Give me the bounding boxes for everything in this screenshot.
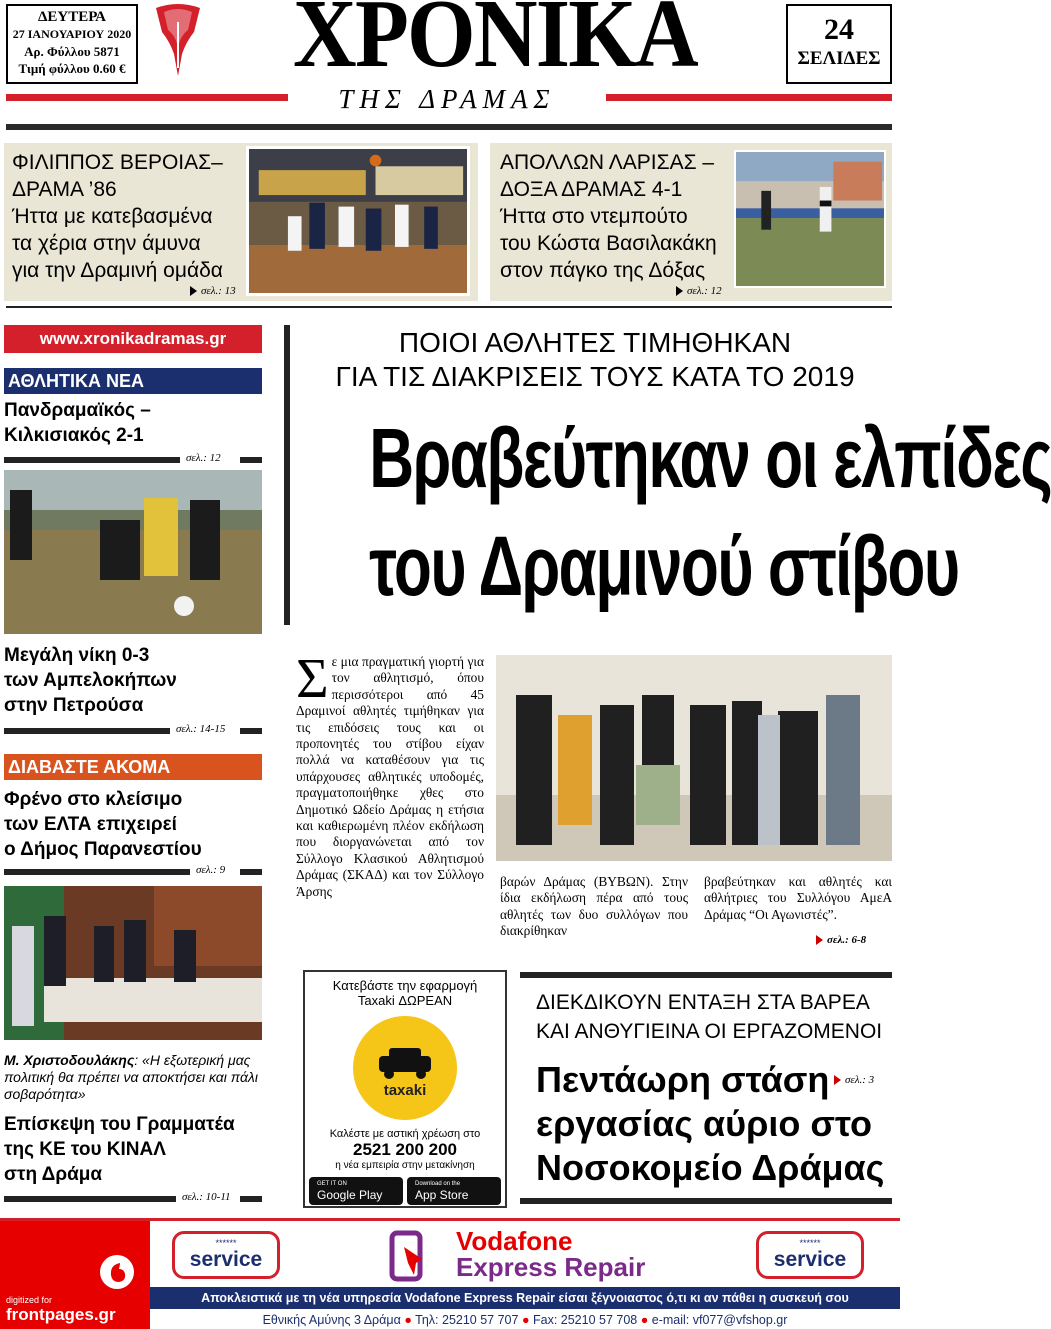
main-kicker: ΠΟΙΟΙ ΑΘΛΗΤΕΣ ΤΙΜΗΘΗΚΑΝ ΓΙΑ ΤΙΣ ΔΙΑΚΡΙΣΕΙΣ ΤΟΥΣ ΚΑΤΑ ΤΟ 2019 xyxy=(335,327,855,392)
app-store-button[interactable]: Download on the App Store xyxy=(407,1177,501,1205)
vodafone-brand-2: Express Repair xyxy=(456,1252,646,1282)
digitized-label: digitized for xyxy=(6,1295,53,1305)
taxi-logo-icon xyxy=(353,1016,457,1120)
sidebar-story-3[interactable]: Φρένο στο κλείσιμο των ΕΛΤΑ επιχειρεί ο Δήμος Παρανεστίου xyxy=(4,789,202,860)
sidebar-quote xyxy=(4,1052,262,1103)
athletes-award-photo xyxy=(496,655,892,861)
pen-logo-icon xyxy=(150,2,206,78)
quote-text: : «Η εξωτερική μας πολιτική θα πρέπει να αποκτήσει και πάλι σοβαρότητα» xyxy=(4,1052,258,1102)
store-badges xyxy=(305,1177,505,1205)
more-section-label: ΔΙΑΒΑΣΤΕ ΑΚΟΜΑ xyxy=(4,754,262,780)
arrow-icon xyxy=(190,286,197,296)
sidebar-rule-4b xyxy=(240,1196,262,1202)
hospital-bottom-rule xyxy=(520,1198,892,1204)
top-story-left-page: σελ.: 13 xyxy=(190,285,236,297)
taxaki-ad-line2: Taxaki ΔΩΡΕΑΝ xyxy=(357,993,453,1008)
issue-number: Αρ. Φύλλου 5871 xyxy=(24,44,120,59)
sidebar-rule-4 xyxy=(4,1196,176,1202)
phone-repair-icon xyxy=(384,1229,432,1283)
taxaki-ad-line1: Κατεβάστε την εφαρμογή xyxy=(332,978,478,993)
taxaki-logo-text: taxaki xyxy=(383,1082,427,1099)
sidebar-story-4[interactable]: Επίσκεψη του Γραμματέα της ΚΕ του ΚΙΝΑΛ στη Δράμα xyxy=(4,1114,235,1185)
newspaper-subtitle: ΤΗΣ ΔΡΑΜΑΣ xyxy=(338,84,556,114)
vodafone-slogan: Αποκλειστικά με τη νέα υπηρεσία Vodafone Express Repair είσαι ξέγνοιαστος ό,τι κι αν πάθει η συσκευή σου xyxy=(150,1287,900,1309)
sidebar-rule-1 xyxy=(4,457,180,463)
sidebar-story-3-page: σελ.: 9 xyxy=(196,864,226,876)
pandramaikos-match-photo xyxy=(4,470,262,634)
sidebar-rule-3 xyxy=(4,869,190,875)
sidebar-story-2[interactable]: Μεγάλη νίκη 0-3 των Αμπελοκήπων στην Πετρούσα xyxy=(4,645,177,716)
sidebar-rule-2b xyxy=(240,728,262,734)
dropcap: Σ xyxy=(296,648,329,710)
issue-info-box xyxy=(6,4,138,84)
top-story-right-page: σελ.: 12 xyxy=(676,285,722,297)
pages-number: 24 xyxy=(824,13,854,46)
taxaki-call: Καλέστε με αστική χρέωση στο xyxy=(329,1128,481,1140)
vodafone-logo-icon xyxy=(100,1255,134,1289)
pages-label: ΣΕΛΙΔΕΣ xyxy=(797,48,881,69)
service-badge-left: ****** service xyxy=(172,1231,280,1279)
sidebar-rule-1b xyxy=(240,457,262,463)
sidebar-story-1[interactable]: Πανδραμαϊκός – Κιλκισιακός 2-1 xyxy=(4,400,151,446)
service-badge-right: ****** service xyxy=(756,1231,864,1279)
arrow-icon xyxy=(816,935,823,945)
sidebar-rule-2 xyxy=(4,728,170,734)
sidebar-story-4-page: σελ.: 10-11 xyxy=(182,1191,231,1203)
main-col-2: βαρών Δράμας (ΒΥΒΩΝ). Στην ίδια εκδήλωση πέρα από τους αθλητές των δυο συλλόγων που διακρίθηκαν xyxy=(500,874,688,939)
taxaki-tagline: η νέα εμπειρία στην μετακίνηση xyxy=(335,1160,475,1171)
top-band-rule xyxy=(6,306,892,308)
main-headline[interactable]: Βραβεύτηκαν οι ελπίδες του Δραμινού στίβου xyxy=(369,411,1051,613)
issue-day: ΔΕΥΤΕΡΑ xyxy=(37,9,107,25)
vodafone-ad[interactable] xyxy=(0,1218,900,1329)
main-col-1-text: ε μια πραγματική γιορτή για τον αθλητισμό, όπου περισσότεροι από 45 Δραμινοί αθλητές τιμήθηκαν για τις επιδόσεις τους και οι προπονητές του στίβου είχαν πολλά να καταθέσουν για τις υπάρχουσες αθλητικές υποδομές, πραγματοποιήθηκε χθες στο Δημοτικό Ωδείο Δράμας η ετήσια και καθιερωμένη πλέον εκδήλωση που διοργανώνεται από τον Σύλλογο Κλασικού Αθλητισμού Δράμας (ΣΚΑΔ) και τον Σύλλογο Άρσης xyxy=(296,654,484,899)
issue-price: Τιμή φύλλου 0.60 € xyxy=(18,61,126,76)
frontpages-watermark[interactable]: frontpages.gr xyxy=(6,1305,116,1324)
basketball-photo xyxy=(246,146,470,296)
top-story-right-text: ΑΠΟΛΛΩΝ ΛΑΡΙΣΑΣ – ΔΟΞΑ ΔΡΑΜΑΣ 4-1 Ήττα στο ντεμπούτο του Κώστα Βασιλακάκη στον πάγκο της Δόξας xyxy=(500,151,717,282)
vodafone-contact: Εθνικής Αμύνης 3 Δράμα ● Τηλ: 25210 57 707 ● Fax: 25210 57 708 ● e-mail: vf077@vfshop.gr xyxy=(262,1313,788,1327)
main-col-3: βραβεύτηκαν και αθλητές και αθλήτριες του Συλλόγου ΑμεΑ Δράμας “Οι Αγωνιστές”. xyxy=(704,874,892,922)
taxaki-phone: 2521 200 200 xyxy=(353,1140,457,1159)
sports-section-label: ΑΘΛΗΤΙΚΑ ΝΕΑ xyxy=(4,368,262,394)
football-photo-larisa xyxy=(734,150,886,288)
main-page-ref: σελ.: 6-8 xyxy=(816,934,866,946)
sidebar-story-1-page: σελ.: 12 xyxy=(186,452,221,464)
hospital-top-rule xyxy=(520,972,892,978)
quote-author: Μ. Χριστοδουλάκης xyxy=(4,1052,135,1068)
kinal-visit-photo xyxy=(4,886,262,1040)
taxaki-ad[interactable] xyxy=(303,970,507,1208)
top-story-left-text: ΦΙΛΙΠΠΟΣ ΒΕΡΟΙΑΣ– ΔΡΑΜΑ ’86 Ήττα με κατεβασμένα τα χέρια στην άμυνα για την Δραμινή ομάδα xyxy=(12,151,223,282)
main-col-1 xyxy=(296,648,484,900)
vodafone-brand-1: Vodafone xyxy=(456,1226,573,1256)
sidebar-story-2-page: σελ.: 14-15 xyxy=(176,723,226,735)
google-play-button[interactable]: GET IT ON Google Play xyxy=(309,1177,403,1205)
newspaper-title: ΧΡΟΝΙΚΑ xyxy=(293,0,697,88)
sidebar-rule-3b xyxy=(240,869,262,875)
masthead-divider xyxy=(6,124,892,130)
arrow-icon xyxy=(676,286,683,296)
pages-box xyxy=(786,4,892,84)
arrow-icon xyxy=(834,1075,841,1085)
masthead-rule-right xyxy=(606,94,892,101)
hospital-page-ref: σελ.: 3 xyxy=(834,1074,874,1086)
masthead-rule-left xyxy=(6,94,288,101)
hospital-kicker: ΔΙΕΚΔΙΚΟΥΝ ΕΝΤΑΞΗ ΣΤΑ ΒΑΡΕΑ ΚΑΙ ΑΝΘΥΓΙΕΙΝΑ ΟΙ ΕΡΓΑΖΟΜΕΝΟΙ xyxy=(536,991,883,1043)
hospital-headline[interactable]: Πεντάωρη στάση εργασίας αύριο στο Νοσοκομείο Δράμας xyxy=(536,1059,885,1188)
website-link[interactable]: www.xronikadramas.gr xyxy=(4,325,262,353)
issue-date: 27 ΙΑΝΟΥΑΡΙΟΥ 2020 xyxy=(12,27,132,41)
